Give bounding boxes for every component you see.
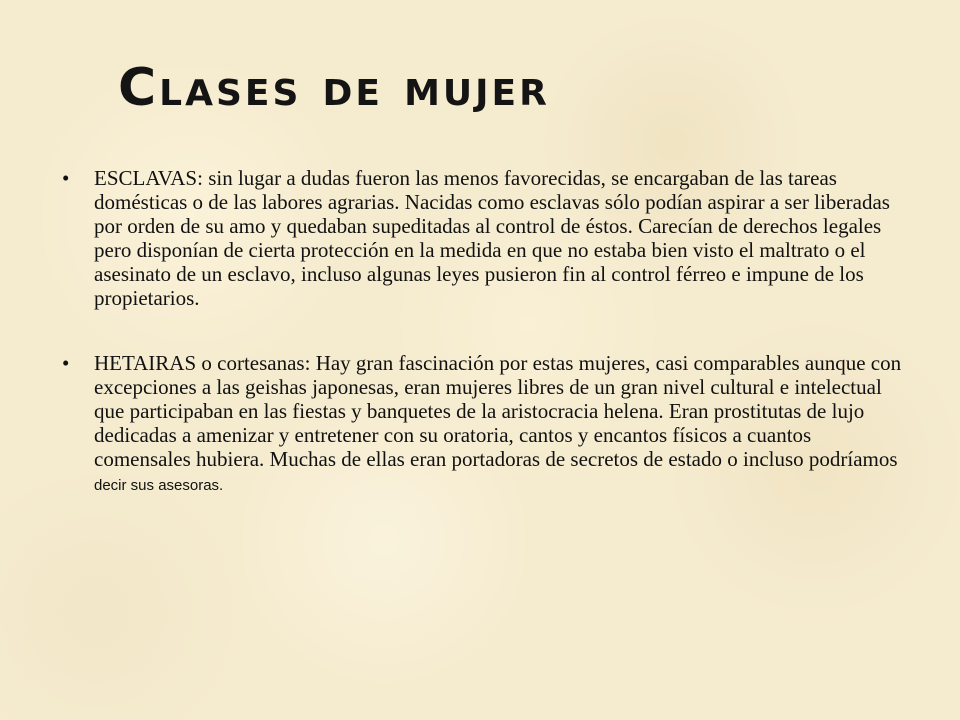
slide-title: Clases de mujer [118, 58, 550, 118]
bullet-dot-icon: • [62, 166, 70, 190]
bullet-text-tail: decir sus asesoras. [94, 477, 224, 494]
bullet-esclavas [62, 166, 907, 310]
bullet-dot-icon: • [62, 351, 70, 375]
bullet-list [62, 166, 907, 498]
bullet-text: ESCLAVAS: sin lugar a dudas fueron las menos favorecidas, se encargaban de las tareas domésticas o de las labores agrarias. Nacidas como esclavas sólo podían aspirar a ser liberadas por orden de su amo y quedaban supeditadas al control de éstos. Carecían de derechos legales pero disponían de cierta protección en la medida en que no estaba bien visto el maltrato o el asesinato de un esclavo, incluso algunas leyes pusieron fin al control férreo e impune de los propietarios. [94, 166, 890, 310]
bullet-text: HETAIRAS o cortesanas: Hay gran fascinación por estas mujeres, casi comparables aunque con excepciones a las geishas japonesas, eran mujeres libres de un gran nivel cultural e intelectual que participaban en las fiestas y banquetes de la aristocracia helena. Eran prostitutas de lujo dedicadas a amenizar y entretener con su oratoria, cantos y encantos físicos a cuantos comensales hubiera. Muchas de ellas eran portadoras de secretos de estado o incluso podríamos [94, 351, 902, 471]
bullet-hetairas [62, 351, 907, 498]
